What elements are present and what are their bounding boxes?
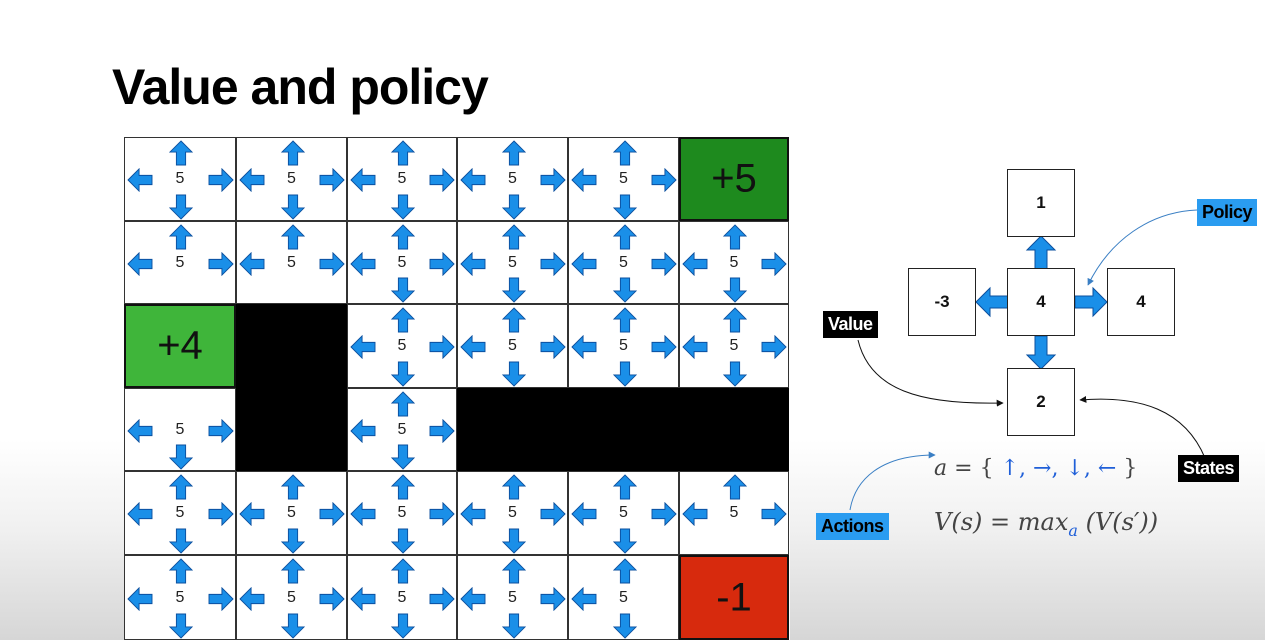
grid-cell xyxy=(568,137,679,221)
arrow-down-icon xyxy=(169,444,193,470)
value-label: Value xyxy=(823,311,878,338)
arrow-right-icon xyxy=(651,168,677,192)
arrow-down-icon xyxy=(391,528,415,554)
grid-cell xyxy=(347,137,457,221)
grid-cell xyxy=(679,221,789,304)
grid-cell xyxy=(124,555,236,640)
value-formula-arg: (V(s′)) xyxy=(1085,508,1159,536)
arrow-up-icon xyxy=(723,307,747,333)
arrow-down-icon xyxy=(391,277,415,303)
grid-cell xyxy=(236,221,347,304)
cell-value: 5 xyxy=(508,337,517,354)
arrow-up-icon xyxy=(391,307,415,333)
gridworld xyxy=(124,137,790,640)
arrow-down-icon xyxy=(613,528,637,554)
arrow-right-icon xyxy=(208,587,234,611)
cell-value: 5 xyxy=(397,170,407,187)
actions-formula-lhs: a xyxy=(934,456,948,481)
arrow-down-icon xyxy=(391,444,415,470)
wall-cell xyxy=(568,388,679,471)
arrow-left-icon xyxy=(350,502,376,526)
arrow-right-icon xyxy=(208,252,234,276)
cell-value: 5 xyxy=(619,504,628,521)
arrow-down-icon xyxy=(502,528,526,554)
arrow-up-icon xyxy=(613,474,637,500)
reward-label: -1 xyxy=(716,575,752,619)
arrow-down-icon xyxy=(613,194,637,220)
arrow-right-icon xyxy=(319,252,345,276)
actions-formula-open: { xyxy=(979,456,994,481)
value-formula-eq: = xyxy=(990,508,1011,536)
cell-value: 5 xyxy=(175,170,185,187)
arrow-left-icon xyxy=(350,168,376,192)
reward-label: +5 xyxy=(711,156,757,201)
cell-value: 5 xyxy=(729,504,739,521)
state-arrow-right-icon xyxy=(1075,288,1107,316)
cell-value: 5 xyxy=(508,253,517,271)
arrow-right-icon xyxy=(540,168,566,192)
arrow-right-icon xyxy=(319,502,345,526)
actions-formula-close: } xyxy=(1123,456,1138,481)
arrow-down-icon xyxy=(281,528,305,554)
cell-value: 5 xyxy=(508,170,517,187)
cell-value: 5 xyxy=(729,253,739,271)
grid-cell xyxy=(347,388,457,471)
arrow-left-icon xyxy=(350,335,376,359)
arrow-down-icon xyxy=(502,613,526,639)
arrow-up-icon xyxy=(169,474,193,500)
arrow-right-icon xyxy=(761,335,787,359)
arrow-left-icon xyxy=(460,502,486,526)
grid-cell xyxy=(124,137,236,221)
grid-cell xyxy=(457,304,568,388)
arrow-left-icon xyxy=(350,252,376,276)
arrow-right-icon xyxy=(208,168,234,192)
arrow-left-icon xyxy=(350,587,376,611)
arrow-left-icon xyxy=(460,252,486,276)
arrow-right-icon xyxy=(319,587,345,611)
arrow-right-icon xyxy=(208,419,234,443)
arrow-right-icon xyxy=(429,252,455,276)
arrow-down-icon xyxy=(613,613,637,639)
arrow-left-icon xyxy=(239,502,265,526)
arrow-right-icon xyxy=(429,335,455,359)
arrow-up-icon xyxy=(502,558,526,584)
arrow-up-icon xyxy=(613,224,637,250)
arrow-left-icon xyxy=(460,335,486,359)
cell-value: 5 xyxy=(619,588,628,606)
cell-value: 5 xyxy=(397,504,407,521)
cell-value: 5 xyxy=(397,588,407,606)
actions-comma-3: , xyxy=(1083,456,1091,481)
cell-value: 5 xyxy=(619,337,628,354)
arrow-up-icon xyxy=(723,474,747,500)
wall-cell xyxy=(679,388,789,471)
arrow-left-icon xyxy=(571,502,597,526)
arrow-up-icon xyxy=(613,140,637,166)
arrow-up-icon xyxy=(281,224,305,250)
grid-cell xyxy=(124,471,236,555)
state-box-top: 1 xyxy=(1007,169,1075,237)
arrow-left-icon xyxy=(682,502,708,526)
state-box-left: -3 xyxy=(908,268,976,336)
cell-value: 5 xyxy=(619,253,628,271)
arrow-up-icon xyxy=(613,558,637,584)
grid-cell xyxy=(457,221,568,304)
action-left-symbol: ← xyxy=(1097,456,1117,481)
cell-value: 5 xyxy=(287,253,296,271)
arrow-down-icon xyxy=(169,528,193,554)
state-box-bottom: 2 xyxy=(1007,368,1075,436)
cell-value: 5 xyxy=(619,170,628,187)
arrow-right-icon xyxy=(651,502,677,526)
cell-value: 5 xyxy=(175,588,185,606)
actions-comma-1: , xyxy=(1019,456,1026,481)
cell-value: 5 xyxy=(175,420,185,438)
arrow-up-icon xyxy=(502,140,526,166)
grid-cell xyxy=(124,388,236,471)
reward-label: +4 xyxy=(157,323,203,368)
policy-label: Policy xyxy=(1197,199,1257,226)
arrow-up-icon xyxy=(613,307,637,333)
wall-cell xyxy=(236,304,347,388)
arrow-up-icon xyxy=(281,474,305,500)
cell-value: 5 xyxy=(287,504,296,521)
grid-cell xyxy=(347,555,457,640)
goal-cell xyxy=(679,137,789,221)
arrow-left-icon xyxy=(239,168,265,192)
arrow-right-icon xyxy=(761,252,787,276)
arrow-left-icon xyxy=(571,252,597,276)
arrow-right-icon xyxy=(540,502,566,526)
value-connector xyxy=(858,340,1003,403)
action-right-symbol: → xyxy=(1033,456,1052,481)
arrow-left-icon xyxy=(682,335,708,359)
arrow-left-icon xyxy=(682,252,708,276)
grid-cell xyxy=(236,471,347,555)
arrow-down-icon xyxy=(502,194,526,220)
arrow-down-icon xyxy=(169,613,193,639)
arrow-left-icon xyxy=(239,252,265,276)
arrow-down-icon xyxy=(281,613,305,639)
value-formula xyxy=(934,508,1158,540)
arrow-right-icon xyxy=(429,587,455,611)
arrow-up-icon xyxy=(391,558,415,584)
arrow-left-icon xyxy=(571,168,597,192)
state-arrow-up-icon xyxy=(1027,236,1055,269)
cell-value: 5 xyxy=(397,253,407,271)
cell-value: 5 xyxy=(287,588,296,606)
arrow-up-icon xyxy=(391,140,415,166)
value-formula-sub: a xyxy=(1068,520,1078,540)
grid-cell xyxy=(347,471,457,555)
arrow-left-icon xyxy=(127,168,153,192)
grid-cell xyxy=(236,137,347,221)
grid-cell xyxy=(679,471,789,555)
arrow-up-icon xyxy=(391,224,415,250)
arrow-left-icon xyxy=(127,587,153,611)
state-box-center: 4 xyxy=(1007,268,1075,336)
arrow-up-icon xyxy=(502,307,526,333)
grid-cell xyxy=(568,221,679,304)
arrow-down-icon xyxy=(613,361,637,387)
states-connector xyxy=(1080,399,1205,458)
grid-cell xyxy=(457,555,568,640)
arrow-left-icon xyxy=(571,587,597,611)
arrow-down-icon xyxy=(281,194,305,220)
arrow-up-icon xyxy=(169,140,193,166)
wall-cell xyxy=(236,388,347,471)
arrow-left-icon xyxy=(127,419,153,443)
arrow-left-icon xyxy=(127,502,153,526)
arrow-up-icon xyxy=(391,391,415,417)
arrow-up-icon xyxy=(391,474,415,500)
action-down-symbol: ↓ xyxy=(1065,456,1084,481)
arrow-right-icon xyxy=(651,335,677,359)
arrow-right-icon xyxy=(761,502,787,526)
arrow-left-icon xyxy=(460,587,486,611)
arrow-down-icon xyxy=(391,361,415,387)
arrow-right-icon xyxy=(208,502,234,526)
grid-cell xyxy=(568,304,679,388)
arrow-right-icon xyxy=(429,502,455,526)
grid-cell xyxy=(679,304,789,388)
arrow-left-icon xyxy=(127,252,153,276)
arrow-right-icon xyxy=(540,335,566,359)
state-arrow-left-icon xyxy=(976,288,1008,316)
arrow-right-icon xyxy=(651,252,677,276)
grid-cell xyxy=(347,221,457,304)
grid-cell xyxy=(457,471,568,555)
grid-cell xyxy=(236,555,347,640)
arrow-left-icon xyxy=(571,335,597,359)
actions-label: Actions xyxy=(816,513,889,540)
cell-value: 5 xyxy=(287,170,296,187)
arrow-right-icon xyxy=(429,168,455,192)
arrow-right-icon xyxy=(429,419,455,443)
arrow-down-icon xyxy=(723,277,747,303)
wall-cell xyxy=(457,388,568,471)
arrow-up-icon xyxy=(723,224,747,250)
arrow-down-icon xyxy=(502,361,526,387)
action-up-symbol: ↑ xyxy=(1000,456,1019,481)
cell-value: 5 xyxy=(175,504,185,521)
arrow-up-icon xyxy=(281,140,305,166)
actions-connector xyxy=(850,455,935,510)
arrow-up-icon xyxy=(281,558,305,584)
value-formula-max: max xyxy=(1017,508,1069,536)
states-label: States xyxy=(1178,455,1239,482)
arrow-left-icon xyxy=(350,419,376,443)
arrow-right-icon xyxy=(319,168,345,192)
arrow-right-icon xyxy=(540,252,566,276)
grid-cell xyxy=(124,221,236,304)
arrow-down-icon xyxy=(391,613,415,639)
arrow-up-icon xyxy=(169,558,193,584)
arrow-left-icon xyxy=(239,587,265,611)
grid-cell xyxy=(347,304,457,388)
cell-value: 5 xyxy=(397,337,407,354)
arrow-up-icon xyxy=(502,224,526,250)
pit-cell xyxy=(679,555,789,640)
actions-formula-eq: = xyxy=(954,456,973,481)
arrow-down-icon xyxy=(723,361,747,387)
actions-comma-2: , xyxy=(1051,456,1059,481)
grid-cell xyxy=(457,137,568,221)
actions-formula xyxy=(934,456,1137,481)
cell-value: 5 xyxy=(508,504,517,521)
value-formula-lhs: V(s) xyxy=(934,508,983,536)
arrow-down-icon xyxy=(502,277,526,303)
arrow-down-icon xyxy=(169,194,193,220)
arrow-right-icon xyxy=(540,587,566,611)
arrow-up-icon xyxy=(502,474,526,500)
arrow-left-icon xyxy=(460,168,486,192)
grid-cell xyxy=(568,471,679,555)
cell-value: 5 xyxy=(729,337,739,354)
cell-value: 5 xyxy=(508,588,517,606)
page-title: Value and policy xyxy=(112,59,488,115)
state-arrow-down-icon xyxy=(1027,336,1055,369)
state-box-right: 4 xyxy=(1107,268,1175,336)
goal-cell xyxy=(124,304,236,388)
cell-value: 5 xyxy=(175,253,185,271)
arrow-down-icon xyxy=(613,277,637,303)
arrow-down-icon xyxy=(391,194,415,220)
grid-cell xyxy=(568,555,679,640)
arrow-up-icon xyxy=(169,224,193,250)
cell-value: 5 xyxy=(397,420,407,438)
